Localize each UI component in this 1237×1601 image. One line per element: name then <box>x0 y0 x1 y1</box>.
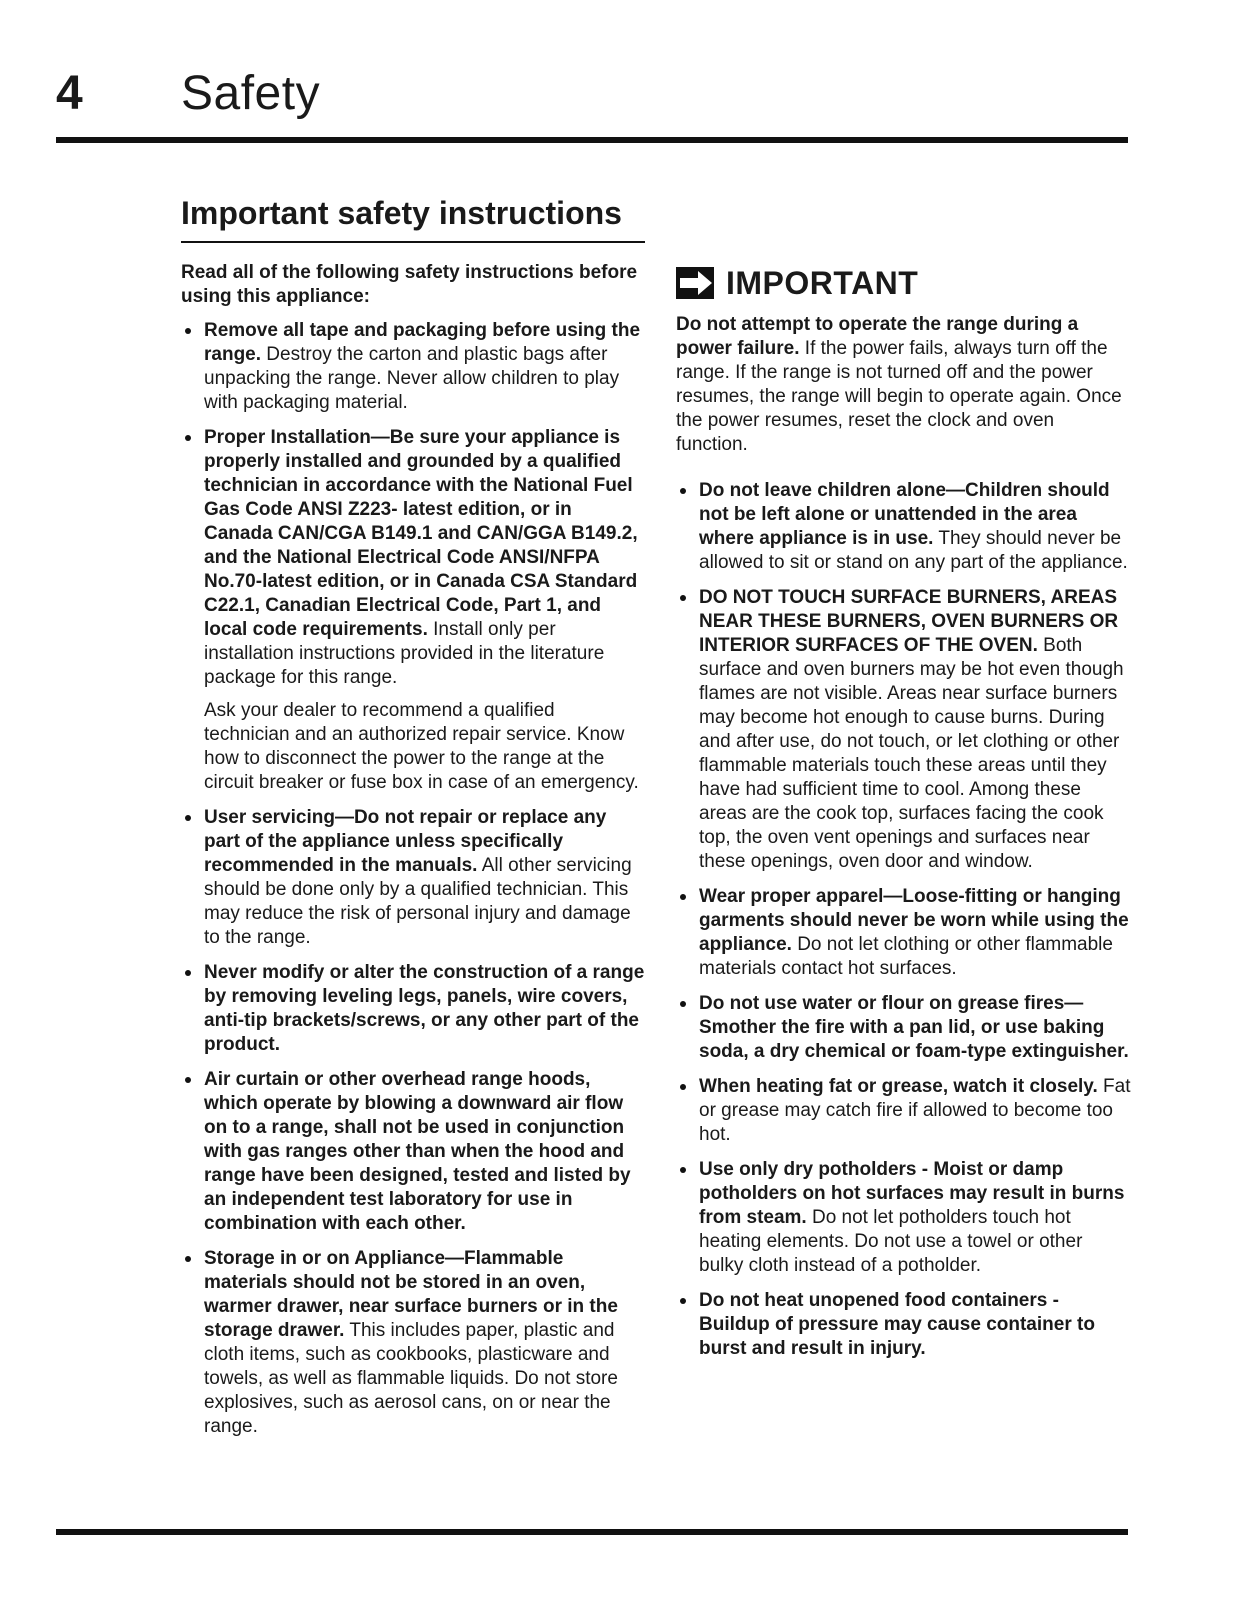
item-text: They should never be allowed to sit or stand on any part of the appliance. <box>699 528 1128 573</box>
list-item <box>676 1289 1131 1361</box>
item-lead: Air curtain or other overhead range hoods, which operate by blowing a downward air flow on to a range, shall not be used in conjunction with gas ranges other than when the hood and range have been designed, tested and listed by an independent test laboratory for use in combination with each other. <box>204 1069 631 1234</box>
item-text: Do not let potholders touch hot heating elements. Do not use a towel or other bulky cloth instead of a potholder. <box>699 1207 1083 1276</box>
list-item <box>676 992 1131 1064</box>
list-item <box>181 319 645 415</box>
list-item <box>676 1158 1131 1278</box>
item-text: Both surface and oven burners may be hot even though flames are not visible. Areas near surface burners may become hot enough to cause burns. During and after use, do not touch, or let clothing or other flammable materials touch these areas until they have had sufficient time to cool. Among these areas are the cook top, surfaces facing the cook top, the oven vent openings and surfaces near these openings, oven door and window. <box>699 635 1124 872</box>
left-column <box>181 261 645 1450</box>
right-instruction-list <box>676 479 1131 1361</box>
left-instruction-list <box>181 319 645 1439</box>
notice-text: If the power fails, always turn off the range. If the range is not turned off and the power resumes, the range will begin to operate again. Once the power resumes, reset the clock and oven function. <box>676 338 1122 455</box>
item-lead: Do not heat unopened food containers - Buildup of pressure may cause container to burst and result in injury. <box>699 1290 1095 1359</box>
item-lead: User servicing—Do not repair or replace any part of the appliance unless specifically recommended in the manuals. <box>204 807 607 876</box>
list-item <box>181 806 645 950</box>
item-text: Install only per installation instructions provided in the literature package for this range. <box>204 619 605 688</box>
item-lead: Never modify or alter the construction of a range by removing leveling legs, panels, wire covers, anti-tip brackets/screws, or any other part of the product. <box>204 962 645 1055</box>
item-paragraph: Ask your dealer to recommend a qualified technician and an authorized repair service. Know how to disconnect the power to the range at the circuit breaker or fuse box in case of an emergency. <box>204 700 639 793</box>
item-lead: Do not leave children alone—Children should not be left alone or unattended in the area where appliance is in use. <box>699 480 1110 549</box>
list-item <box>181 1247 645 1439</box>
item-text: Destroy the carton and plastic bags after unpacking the range. Never allow children to play with packaging material. <box>204 344 620 413</box>
section-title: Important safety instructions <box>181 195 645 243</box>
important-title: IMPORTANT <box>726 265 919 301</box>
list-item <box>676 479 1131 575</box>
item-text: Do not let clothing or other flammable materials contact hot surfaces. <box>699 934 1113 979</box>
intro-text: Read all of the following safety instructions before using this appliance: <box>181 262 638 307</box>
item-text: All other servicing should be done only by a qualified technician. This may reduce the risk of personal injury and damage to the range. <box>204 855 632 948</box>
list-item <box>181 961 645 1057</box>
item-lead: Proper Installation—Be sure your appliance is properly installed and grounded by a qualified technician in accordance with the National Fuel Gas Code ANSI Z223- latest edition, or in Canada CAN/CGA B149.1 and CAN/GGA B149.2, and the National Electrical Code ANSI/NFPA No.70-latest edition, or in Canada CSA Standard C22.1, Canadian Electrical Code, Part 1, and local code requirements. <box>204 427 638 640</box>
item-lead: Use only dry potholders - Moist or damp potholders on hot surfaces may result in burns from steam. <box>699 1159 1125 1228</box>
item-lead: DO NOT TOUCH SURFACE BURNERS, AREAS NEAR THESE BURNERS, OVEN BURNERS OR INTERIOR SURFACES OF THE OVEN. <box>699 587 1119 656</box>
page-title: Safety <box>181 67 321 120</box>
item-lead: Wear proper apparel—Loose-fitting or hanging garments should never be worn while using the appliance. <box>699 886 1129 955</box>
list-item <box>181 1068 645 1236</box>
item-lead: Storage in or on Appliance—Flammable materials should not be stored in an oven, warmer drawer, near surface burners or in the storage drawer. <box>204 1248 618 1341</box>
item-text: Fat or grease may catch fire if allowed to become too hot. <box>699 1076 1131 1145</box>
footer-rule <box>56 1529 1128 1535</box>
list-item <box>676 1075 1131 1147</box>
header-rule <box>56 137 1128 143</box>
important-notice <box>676 313 1131 457</box>
list-item <box>676 586 1131 874</box>
arrow-right-box-icon <box>676 267 714 299</box>
list-item <box>676 885 1131 981</box>
important-header <box>676 267 1131 299</box>
notice-lead: Do not attempt to operate the range during a power failure. <box>676 314 1079 359</box>
item-lead: When heating fat or grease, watch it closely. <box>699 1076 1098 1097</box>
item-text: This includes paper, plastic and cloth items, such as cookbooks, plasticware and towels, as well as flammable liquids. Do not store explosives, such as aerosol cans, on or near the range. <box>204 1320 618 1437</box>
list-item <box>181 426 645 795</box>
right-column <box>676 267 1131 1372</box>
item-lead: Remove all tape and packaging before using the range. <box>204 320 641 365</box>
item-lead: Do not use water or flour on grease fires—Smother the fire with a pan lid, or use baking soda, a dry chemical or foam-type extinguisher. <box>699 993 1129 1062</box>
page-number: 4 <box>56 67 83 120</box>
